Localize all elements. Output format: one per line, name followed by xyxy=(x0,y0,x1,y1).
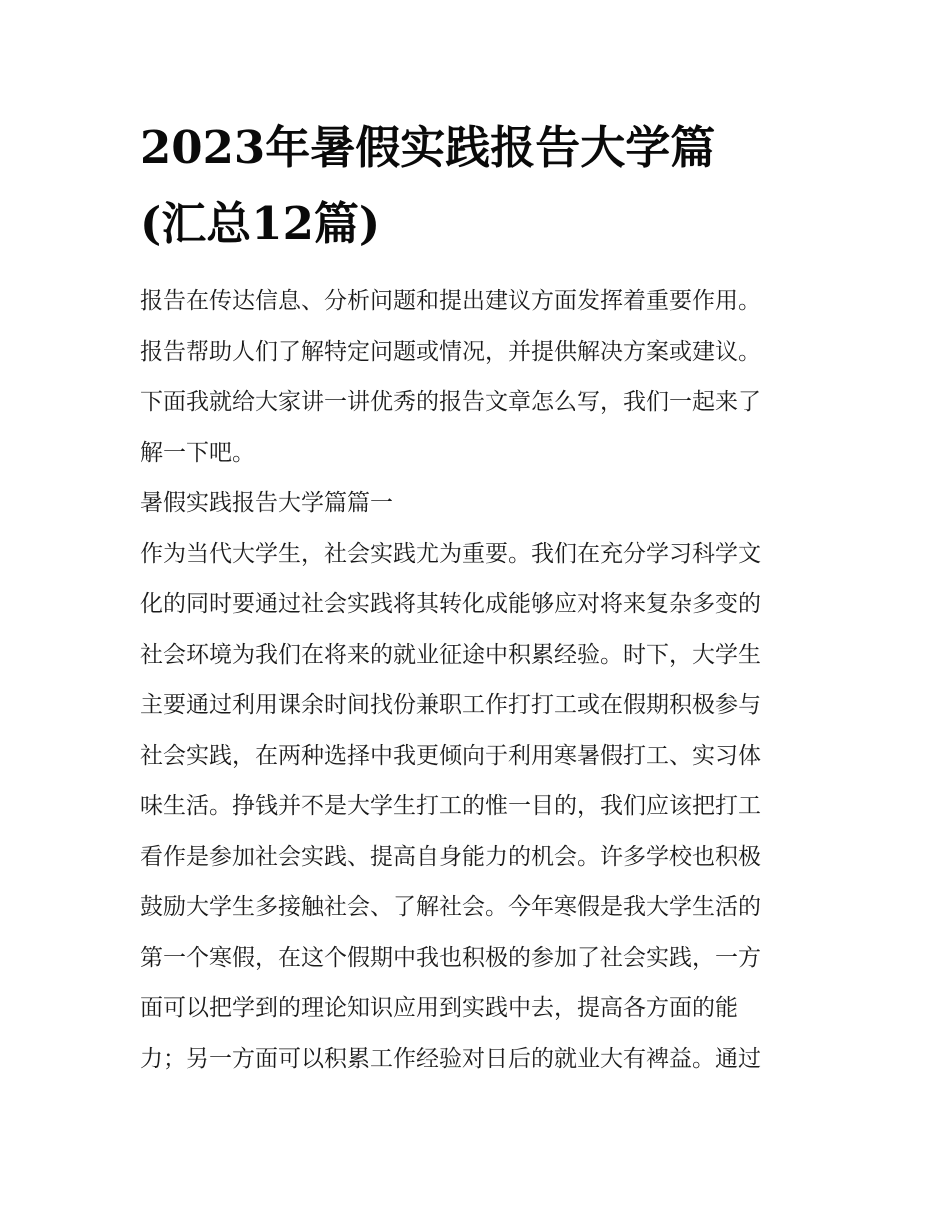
body-line: 力；另一方面可以积累工作经验对日后的就业大有裨益。通过 xyxy=(140,1045,761,1072)
body-line: 面可以把学到的理论知识应用到实践中去，提高各方面的能 xyxy=(140,995,738,1021)
document-page xyxy=(140,110,812,1084)
body-line: 化的同时要通过社会实践将其转化成能够应对将来复杂多变的 xyxy=(140,591,761,617)
body-line: 报告在传达信息、分析问题和提出建议方面发挥着重要作用。 xyxy=(140,288,761,314)
document-body xyxy=(140,276,812,1084)
title-line: (汇总12篇) xyxy=(140,197,381,250)
document-title xyxy=(140,110,812,262)
body-line: 社会实践，在两种选择中我更倾向于利用寒暑假打工、实习体 xyxy=(140,742,761,769)
body-line: 解一下吧。 xyxy=(140,439,255,466)
section-heading: 暑假实践报告大学篇篇一 xyxy=(140,490,393,516)
body-line: 鼓励大学生多接触社会、了解社会。今年寒假是我大学生活的 xyxy=(140,894,761,920)
body-line: 主要通过利用课余时间找份兼职工作打打工或在假期积极参与 xyxy=(140,692,761,718)
body-line: 作为当代大学生，社会实践尤为重要。我们在充分学习科学文 xyxy=(140,540,761,567)
body-line: 下面我就给大家讲一讲优秀的报告文章怎么写，我们一起来了 xyxy=(140,389,761,415)
body-line: 味生活。挣钱并不是大学生打工的惟一目的，我们应该把打工 xyxy=(140,793,761,819)
body-line: 看作是参加社会实践、提高自身能力的机会。许多学校也积极 xyxy=(140,843,761,870)
title-line: 2023年暑假实践报告大学篇 xyxy=(140,121,716,174)
body-line: 社会环境为我们在将来的就业征途中积累经验。时下，大学生 xyxy=(140,641,761,668)
body-line: 报告帮助人们了解特定问题或情况，并提供解决方案或建议。 xyxy=(140,338,761,365)
body-line: 第一个寒假，在这个假期中我也积极的参加了社会实践，一方 xyxy=(140,944,761,971)
